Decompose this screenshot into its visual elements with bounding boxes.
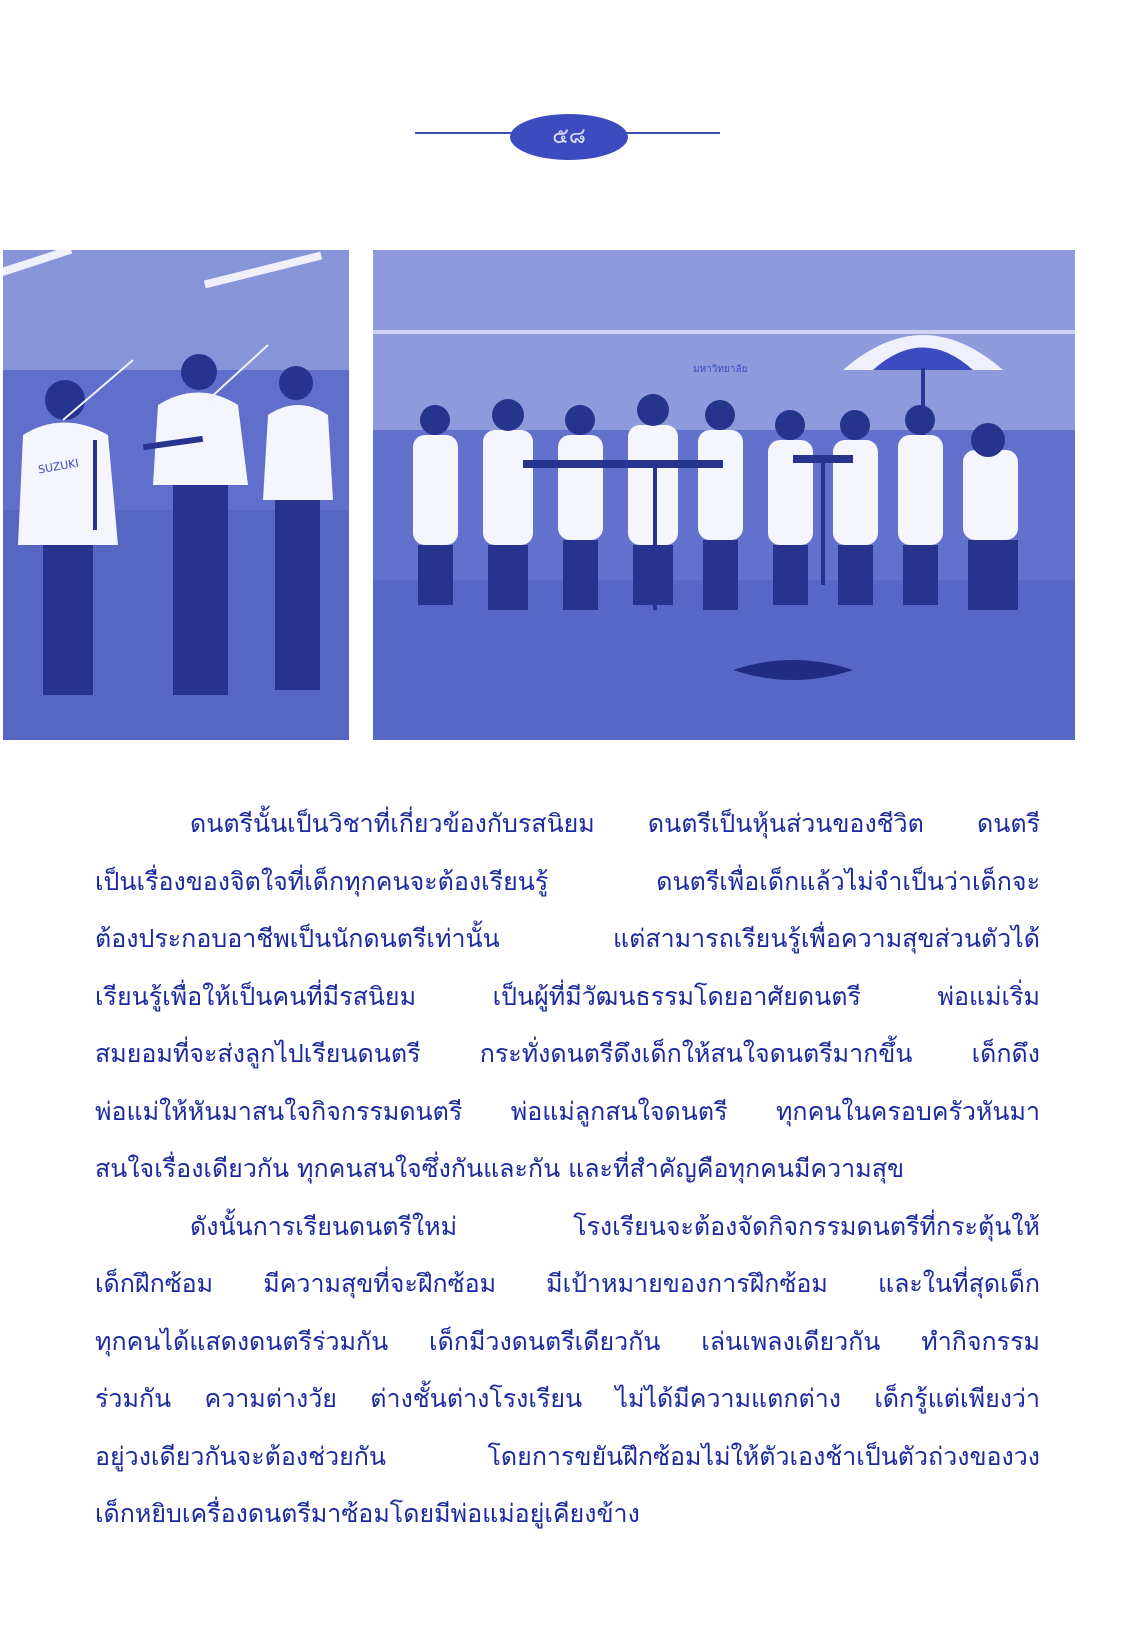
paragraph-line: สมยอมที่จะส่งลูกไปเรียนดนตรี กระทั่งดนตรีดึงเด็กให้สนใจดนตรีมากขึ้น เด็กดึง [95, 1039, 1040, 1068]
paragraph-2 [95, 1198, 1040, 1543]
photo-left-shirt-text: SUZUKI [37, 456, 80, 477]
photo-violin-players-close [3, 250, 349, 740]
paragraph-line: เรียนรู้เพื่อให้เป็นคนที่มีรสนิยม เป็นผู้ที่มีวัฒนธรรมโดยอาศัยดนตรี พ่อแม่เริ่ม [95, 981, 1040, 1011]
paragraph-line: ดังนั้นการเรียนดนตรีใหม่ โรงเรียนจะต้องจัดกิจกรรมดนตรีที่กระตุ้นให้ [190, 1211, 1040, 1241]
body-text [95, 795, 1040, 1543]
photo-left-illustration [3, 250, 349, 740]
photo-right-banner-text: มหาวิทยาลัย [693, 364, 748, 375]
paragraph-line: ทุกคนได้แสดงดนตรีร่วมกัน เด็กมีวงดนตรีเดียวกัน เล่นเพลงเดียวกัน ทำกิจกรรม [95, 1326, 1040, 1356]
paragraph-line: พ่อแม่ให้หันมาสนใจกิจกรรมดนตรี พ่อแม่ลูกสนใจดนตรี ทุกคนในครอบครัวหันมา [95, 1096, 1040, 1126]
paragraph-line: เด็กหยิบเครื่องดนตรีมาซ้อมโดยมีพ่อแม่อยู่เคียงข้าง [95, 1499, 640, 1528]
paragraph-line: เด็กฝึกซ้อม มีความสุขที่จะฝึกซ้อม มีเป้าหมายของการฝึกซ้อม และในที่สุดเด็ก [95, 1269, 1040, 1298]
paragraph-line: ร่วมกัน ความต่างวัย ต่างชั้นต่างโรงเรียน ไม่ได้มีความแตกต่าง เด็กรู้แต่เพียงว่า [95, 1384, 1040, 1413]
paragraph-line: เป็นเรื่องของจิตใจที่เด็กทุกคนจะต้องเรียนรู้ ดนตรีเพื่อเด็กแล้วไม่จำเป็นว่าเด็กจะ [95, 866, 1040, 896]
paragraph-line: อยู่วงเดียวกันจะต้องช่วยกัน โดยการขยันฝึกซ้อมไม่ให้ตัวเองช้าเป็นตัวถ่วงของวง [95, 1441, 1040, 1471]
paragraph-line: ต้องประกอบอาชีพเป็นนักดนตรีเท่านั้น แต่สามารถเรียนรู้เพื่อความสุขส่วนตัวได้ [95, 924, 1040, 953]
paragraph-line: สนใจเรื่องเดียวกัน ทุกคนสนใจซึ่งกันและกัน และที่สำคัญคือทุกคนมีความสุข [95, 1154, 905, 1183]
page-number: ๕๘ [510, 114, 628, 160]
paragraph-1 [95, 795, 1040, 1198]
paragraph-line: ดนตรีนั้นเป็นวิชาที่เกี่ยวข้องกับรสนิยม ดนตรีเป็นหุ้นส่วนของชีวิต ดนตรี [190, 809, 1040, 838]
photo-youth-string-ensemble [373, 250, 1075, 740]
photo-right-illustration [373, 250, 1075, 740]
